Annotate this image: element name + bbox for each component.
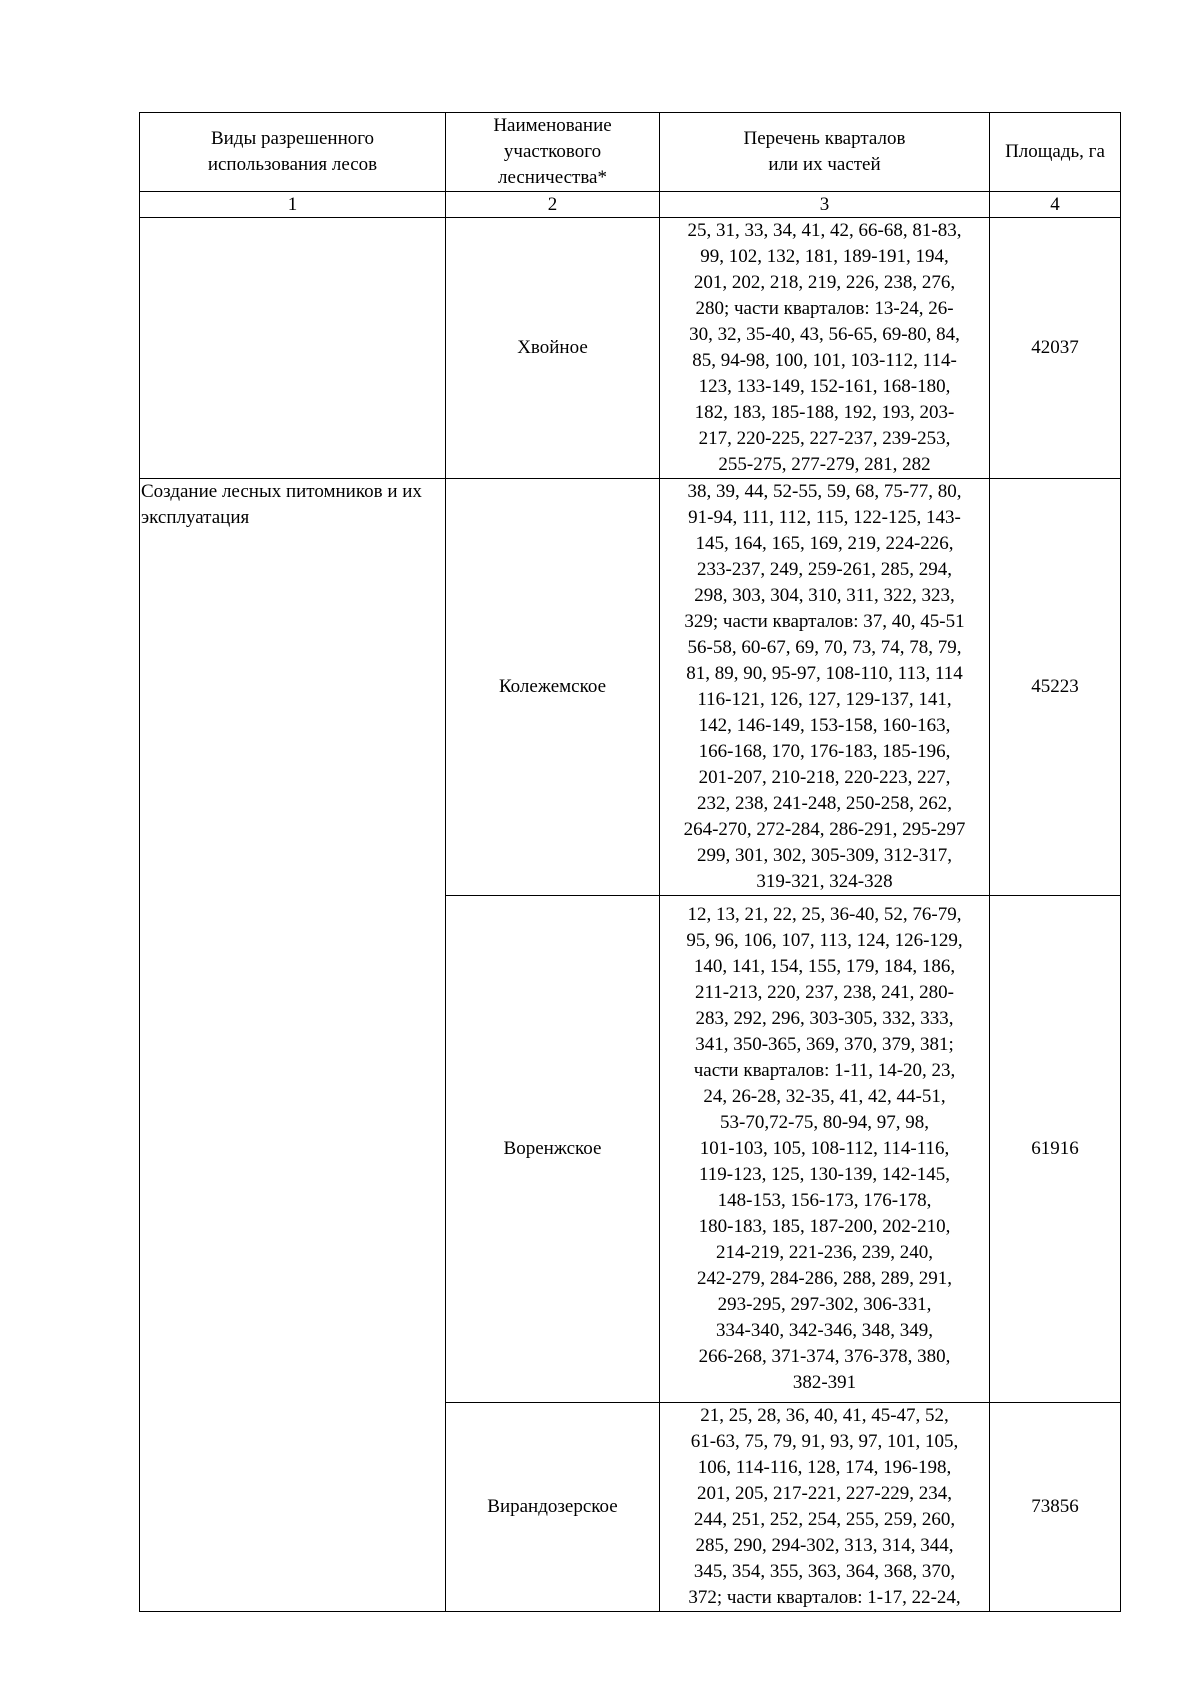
forestry-name-cell: Воренжское	[446, 896, 660, 1403]
area-cell: 61916	[990, 896, 1121, 1403]
forestry-name-cell: Вирандозерское	[446, 1403, 660, 1612]
table-row	[140, 218, 1121, 479]
forest-use-table	[139, 112, 1121, 1612]
area-cell: 73856	[990, 1403, 1121, 1612]
quarters-cell: 12, 13, 21, 22, 25, 36-40, 52, 76-79, 95, 96, 106, 107, 113, 124, 126-129, 140, 141, 154, 155, 179, 184, 186, 211-213, 220, 237, 238, 241, 280- 283, 292, 296, 303-305, 332, 333, 341, 350-365, 369, 370, 379, 381; части кварталов: 1-11, 14-20, 23, 24, 26-28, 32-35, 41, 42, 44-51, 53-70,72-75, 80-94, 97, 98, 101-103, 105, 108-112, 114-116, 119-123, 125, 130-139, 142-145, 148-153, 156-173, 176-178, 180-183, 185, 187-200, 202-210, 214-219, 221-236, 239, 240, 242-279, 284-286, 288, 289, 291, 293-295, 297-302, 306-331, 334-340, 342-346, 348, 349, 266-268, 371-374, 376-378, 380, 382-391	[660, 896, 990, 1403]
area-cell: 45223	[990, 479, 1121, 896]
header-area: Площадь, га	[990, 113, 1121, 192]
usage-type-cell-empty	[140, 218, 446, 479]
header-quarters-list: Перечень кварталов или их частей	[660, 113, 990, 192]
quarters-cell: 25, 31, 33, 34, 41, 42, 66-68, 81-83, 99, 102, 132, 181, 189-191, 194, 201, 202, 218, 219, 226, 238, 276, 280; части кварталов: 13-24, 26- 30, 32, 35-40, 43, 56-65, 69-80, 84, 85, 94-98, 100, 101, 103-112, 114- 123, 133-149, 152-161, 168-180, 182, 183, 185-188, 192, 193, 203- 217, 220-225, 227-237, 239-253, 255-275, 277-279, 281, 282	[660, 218, 990, 479]
table-row	[140, 479, 1121, 896]
column-number: 3	[660, 192, 990, 218]
header-usage-type: Виды разрешенного использования лесов	[140, 113, 446, 192]
column-number-row	[140, 192, 1121, 218]
forestry-name-cell: Хвойное	[446, 218, 660, 479]
column-number: 2	[446, 192, 660, 218]
usage-type-cell: Создание лесных питомников и их эксплуатация	[140, 479, 446, 1612]
quarters-cell: 38, 39, 44, 52-55, 59, 68, 75-77, 80, 91-94, 111, 112, 115, 122-125, 143- 145, 164, 165, 169, 219, 224-226, 233-237, 249, 259-261, 285, 294, 298, 303, 304, 310, 311, 322, 323, 329; части кварталов: 37, 40, 45-51 56-58, 60-67, 69, 70, 73, 74, 78, 79, 81, 89, 90, 95-97, 108-110, 113, 114 116-121, 126, 127, 129-137, 141, 142, 146-149, 153-158, 160-163, 166-168, 170, 176-183, 185-196, 201-207, 210-218, 220-223, 227, 232, 238, 241-248, 250-258, 262, 264-270, 272-284, 286-291, 295-297 299, 301, 302, 305-309, 312-317, 319-321, 324-328	[660, 479, 990, 896]
header-forestry-name: Наименование участкового лесничества*	[446, 113, 660, 192]
column-number: 1	[140, 192, 446, 218]
quarters-cell: 21, 25, 28, 36, 40, 41, 45-47, 52, 61-63, 75, 79, 91, 93, 97, 101, 105, 106, 114-116, 128, 174, 196-198, 201, 205, 217-221, 227-229, 234, 244, 251, 252, 254, 255, 259, 260, 285, 290, 294-302, 313, 314, 344, 345, 354, 355, 363, 364, 368, 370, 372; части кварталов: 1-17, 22-24,	[660, 1403, 990, 1612]
forestry-name-cell: Колежемское	[446, 479, 660, 896]
area-cell: 42037	[990, 218, 1121, 479]
table-header-row	[140, 113, 1121, 192]
column-number: 4	[990, 192, 1121, 218]
